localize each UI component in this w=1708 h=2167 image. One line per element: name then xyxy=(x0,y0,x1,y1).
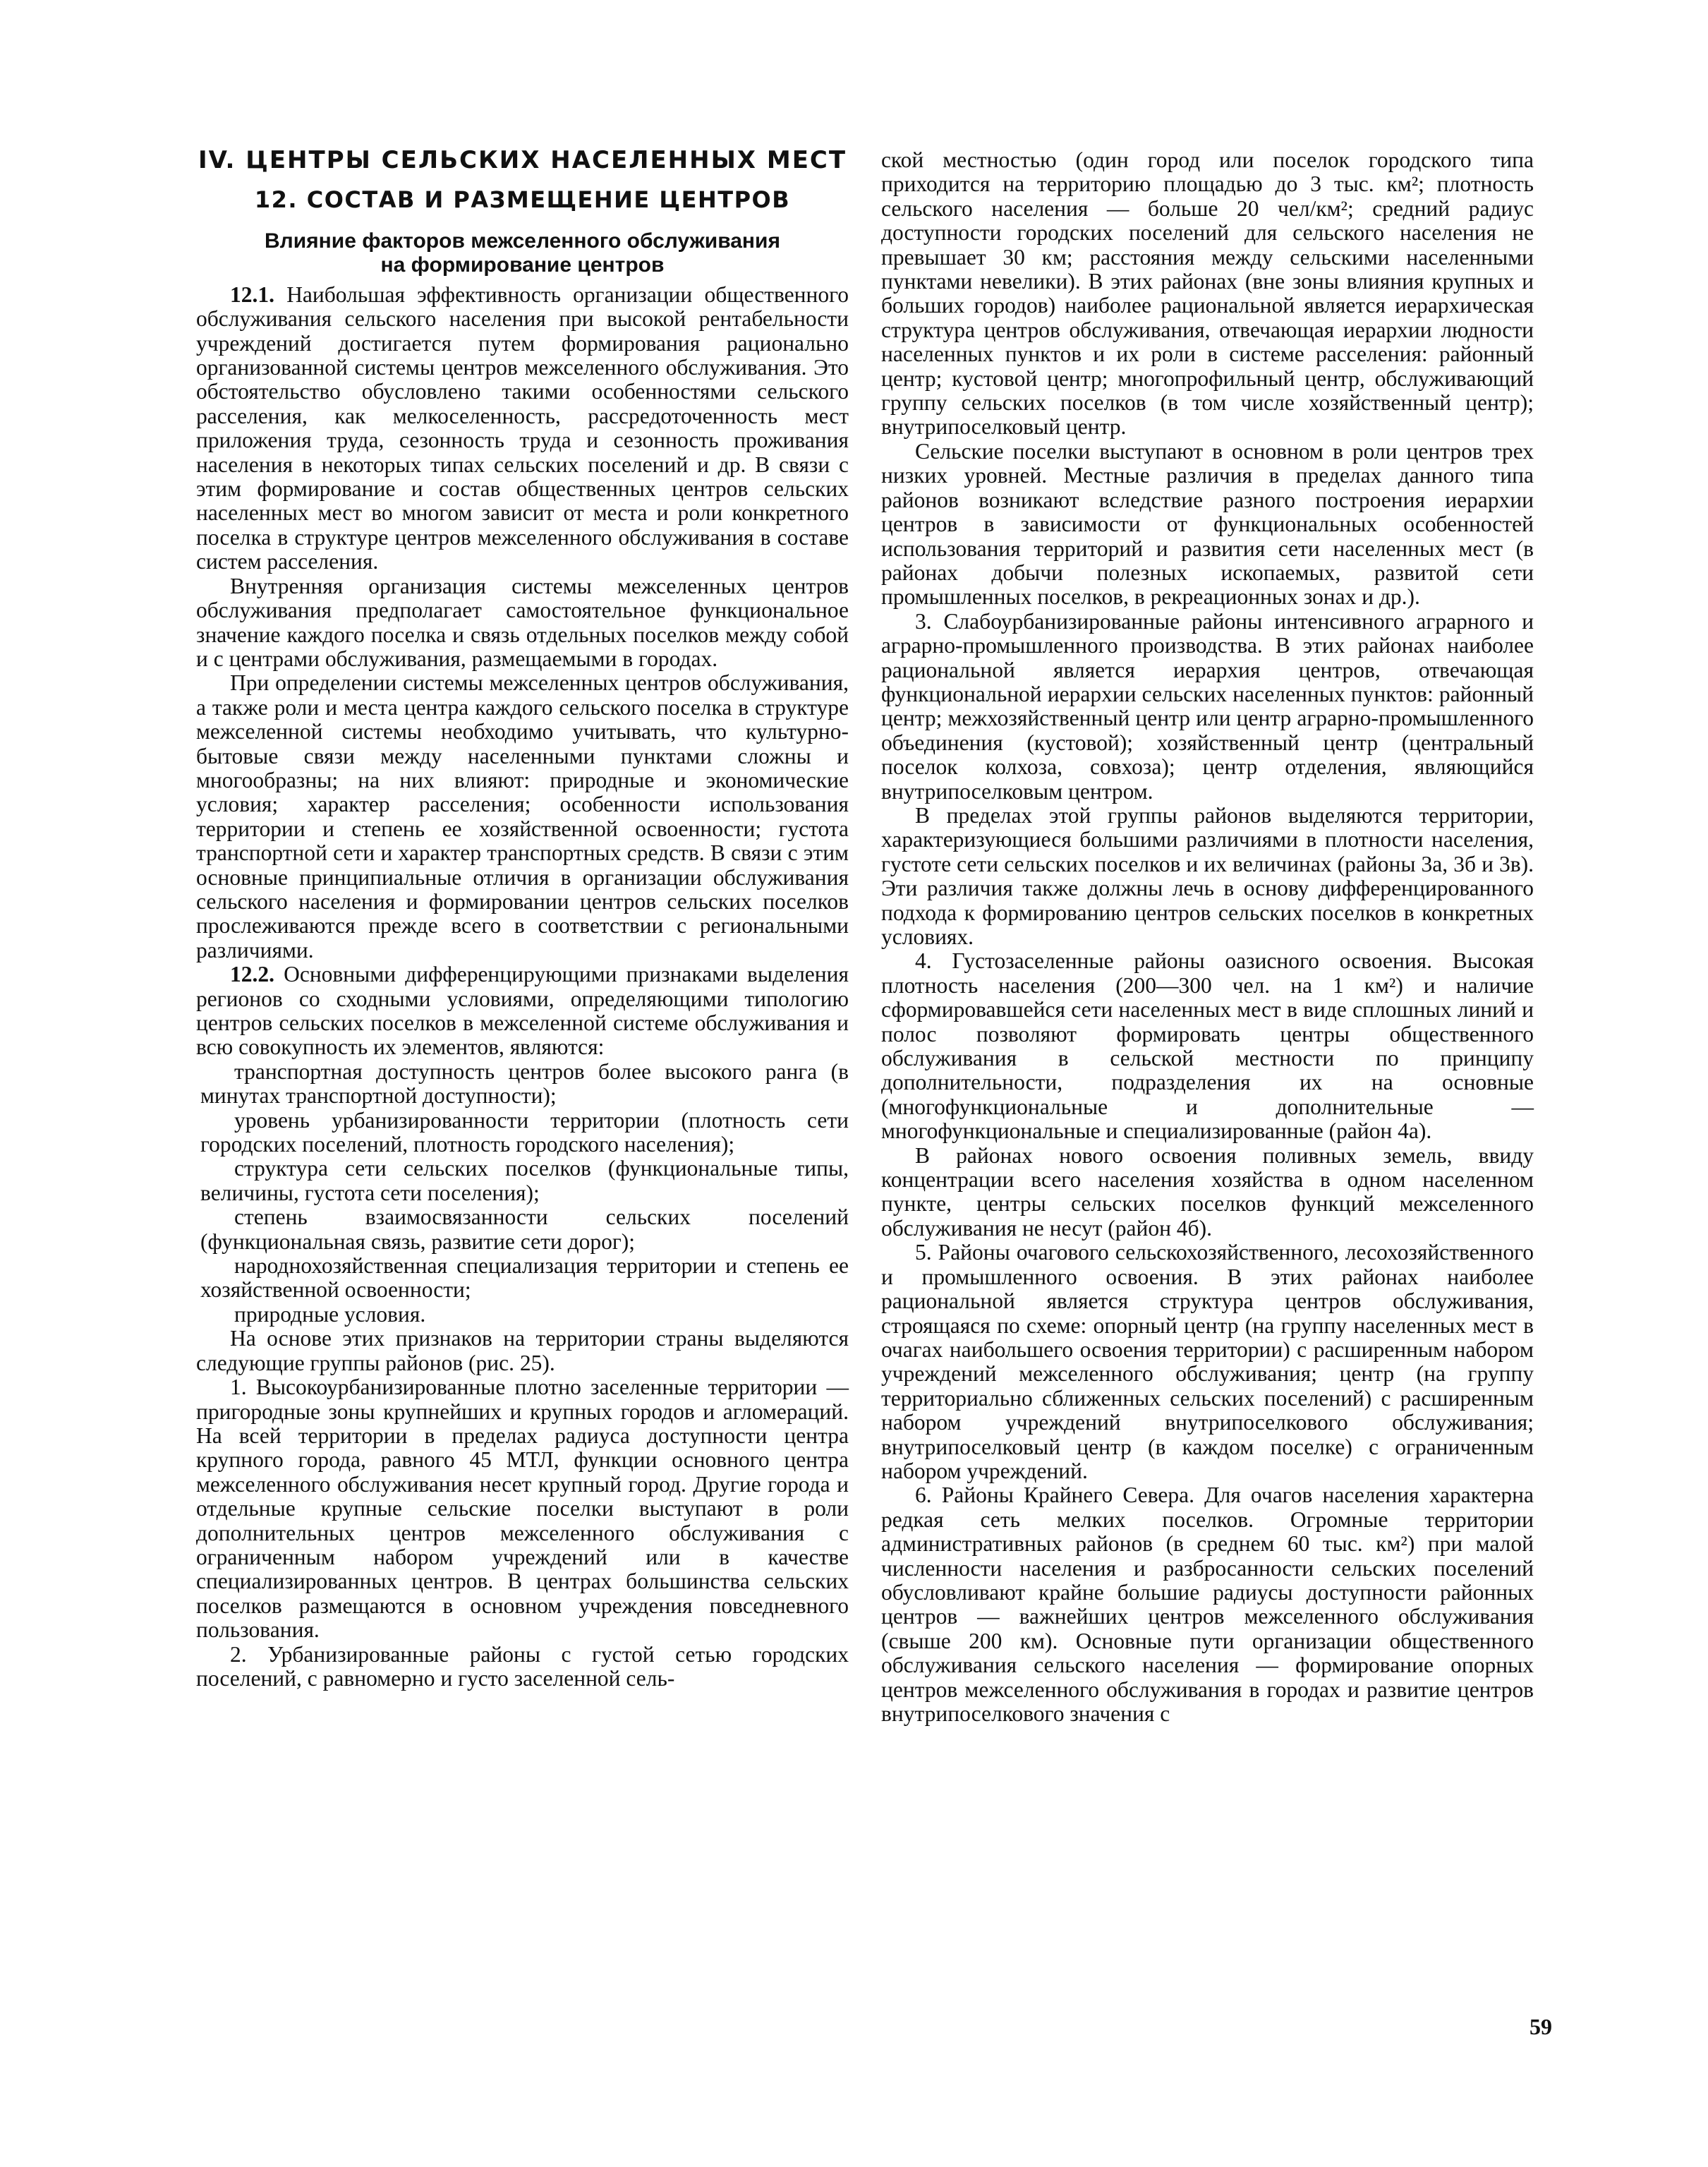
paragraph: 6. Районы Крайнего Севера. Для очагов населения характерна редкая сеть мелких поселков. Огромные территории административных районов (в среднем 60 тыс. км²) при малой численности населения и разбросанности сельских поселений обусловливают крайне большие радиусы доступности районных центров — важнейших центров межселенного обслуживания (свыше 200 км). Основные пути организации общественного обслуживания сельского населения — формирование опорных центров межселенного обслуживания в городах и развитие центров внутрипоселкового значения с xyxy=(881,1483,1534,1726)
paragraph: На основе этих признаков на территории страны выделяются следующие группы районов (рис. 25). xyxy=(196,1326,849,1375)
paragraph: 4. Густозаселенные районы оазисного освоения. Высокая плотность населения (200—300 чел. на 1 км²) и наличие сформировавшейся сети населенных мест в виде сплошных линий и полос позволяют формировать центры общественного обслуживания в сельской местности по принципу дополнительности, подразделения их на основные (многофункциональные и дополнительные — многофункциональные и специализированные (район 4а). xyxy=(881,948,1534,1144)
subsection-heading-line2: на формирование центров xyxy=(380,253,665,277)
paragraph: В районах нового освоения поливных земель, ввиду концентрации всего населения хозяйства в одном населенном пункте, центры сельских поселков функций межселенного обслуживания не несут (район 4б). xyxy=(881,1142,1534,1241)
list-item: степень взаимосвязанности сельских поселений (функциональная связь, развитие сети дорог); xyxy=(200,1205,849,1254)
paragraph: 2. Урбанизированные районы с густой сетью городских поселений, с равномерно и густо заселенной сель- xyxy=(196,1641,849,1691)
list-item: структура сети сельских поселков (функциональные типы, величины, густота сети поселения); xyxy=(200,1156,849,1205)
left-column xyxy=(196,148,849,1691)
right-column xyxy=(881,148,1534,1726)
paragraph: При определении системы межселенных центров обслуживания, а также роли и места центра каждого сельского поселка в структуре межселенной системы необходимо учитывать, что культурно-бытовые связи между населенными пунктами сложны и многообразны; на них влияют: природные и экономические условия; характер расселения; особенности использования территории и степень ее хозяйственной освоенности; густота транспортной сети и характер транспортных средств. В связи с этим основные принципиальные отличия в организации обслуживания сельского населения и формировании центров сельских поселков прослеживаются прежде всего в соответствии с региональными различиями. xyxy=(196,670,849,962)
subsection-heading-line1: Влияние факторов межселенного обслуживания xyxy=(264,229,780,253)
paragraph-number: 12.2. xyxy=(230,962,274,987)
paragraph: Сельские поселки выступают в основном в роли центров трех низких уровней. Местные различия в пределах данного типа районов возникают вследствие разного построения иерархии центров в зависимости от функциональных особенностей использования территорий и развития сети населенных мест (в районах добычи полезных ископаемых, развитой сети промышленных поселков, в рекреационных зонах и др.). xyxy=(881,438,1534,610)
list-item: уровень урбанизированности территории (плотность сети городских поселений, плотность городского населения); xyxy=(200,1107,849,1157)
paragraph-text: Основными дифференцирующими признаками выделения регионов со сходными условиями, определяющими типологию центров сельских поселков в межселенной системе обслуживания и всю совокупность их элементов, являются: xyxy=(196,962,849,1060)
paragraph: 5. Районы очагового сельскохозяйственного, лесохозяйственного и промышленного освоения. В этих районах наиболее рациональной является структура центров обслуживания, строящаяся по схеме: опорный центр (на группу населенных мест в очагах наибольшего освоения территории) с расширенным набором учреждений межселенного обслуживания; центр (на группу территориально сближенных сельских поселений) с расширенным набором учреждений внутрипоселкового обслуживания; внутрипоселковый центр (в каждом поселке) с ограниченным набором учреждений. xyxy=(881,1240,1534,1483)
part-heading: IV. ЦЕНТРЫ СЕЛЬСКИХ НАСЕЛЕННЫХ МЕСТ xyxy=(198,146,847,174)
paragraph: ской местностью (один город или поселок городского типа приходится на территорию площадью до 3 тыс. км²; плотность сельского населения — больше 20 чел/км²; средний радиус доступности городских поселений для сельского населения не превышает 30 км; расстояния между сельскими населенными пунктами невелики). В этих районах (вне зоны влияния крупных и больших городов) наиболее рациональной является иерархическая структура центров обслуживания, отвечающая иерархии людности населенных пунктов и их роли в системе расселения: районный центр; кустовой центр; многопрофильный центр, обслуживающий группу сельских поселков (в том числе хозяйственный центр); внутрипоселковый центр. xyxy=(881,147,1534,440)
page-number: 59 xyxy=(1530,2014,1552,2039)
list-item: транспортная доступность центров более высокого ранга (в минутах транспортной доступности); xyxy=(200,1058,849,1109)
subsection-heading xyxy=(196,229,849,277)
list-item: народнохозяйственная специализация территории и степень ее хозяйственной освоенности; xyxy=(200,1253,849,1303)
paragraph-number: 12.1. xyxy=(230,282,274,307)
paragraph-text: Наибольшая эффективность организации общественного обслуживания сельского населения при высокой рентабельности учреждений достигается путем формирования рационально организованной системы центров межселенного обслуживания. Это обстоятельство обусловлено такими особенностями сельского расселения, как мелкоселенность, рассредоточенность мест приложения труда, сезонность труда и сезонность проживания населения в некоторых типах сельских поселений и др. В связи с этим формирование и состав общественных центров сельских населенных мест во многом зависит от места и роли конкретного поселка в структуре центров межселенного обслуживания в составе систем расселения. xyxy=(196,282,849,574)
paragraph xyxy=(196,962,849,1060)
list-item: природные условия. xyxy=(234,1301,426,1327)
paragraph xyxy=(196,283,849,574)
paragraph: 1. Высокоурбанизированные плотно заселенные территории — пригородные зоны крупнейших и крупных городов и агломераций. На всей территории в пределах радиуса доступности центра крупного города, равного 45 МТЛ, функции основного центра межселенного обслуживания несет крупный город. Другие города и отдельные крупные сельские поселки выступают в роли дополнительных центров межселенного обслуживания с ограниченным набором учреждений или в качестве специализированных центров. В центрах большинства сельских поселков размещаются в основном учреждения повседневного пользования. xyxy=(196,1375,849,1643)
paragraph: В пределах этой группы районов выделяются территории, характеризующиеся большими различиями в плотности населения, густоте сети сельских поселков и их величинах (районы 3а, 3б и 3в). Эти различия также должны лечь в основу дифференцированного подхода к формированию центров сельских поселков в конкретных условиях. xyxy=(881,802,1534,949)
paragraph: 3. Слабоурбанизированные районы интенсивного аграрного и аграрно-промышленного производства. В этих районах наиболее рациональной является иерархия центров, отвечающая функциональной иерархии сельских населенных пунктов: районный центр; межхозяйственный центр или центр аграрно-промышленного объединения (кустовой); хозяйственный центр (центральный поселок колхоза, совхоза); центр отделения, являющийся внутрипоселковым центром. xyxy=(881,608,1534,804)
chapter-heading: 12. СОСТАВ И РАЗМЕЩЕНИЕ ЦЕНТРОВ xyxy=(254,186,791,214)
paragraph: Внутренняя организация системы межселенных центров обслуживания предполагает самостоятельное функциональное значение каждого поселка и связь отдельных поселков между собой и с центрами обслуживания, размещаемыми в городах. xyxy=(196,573,849,671)
